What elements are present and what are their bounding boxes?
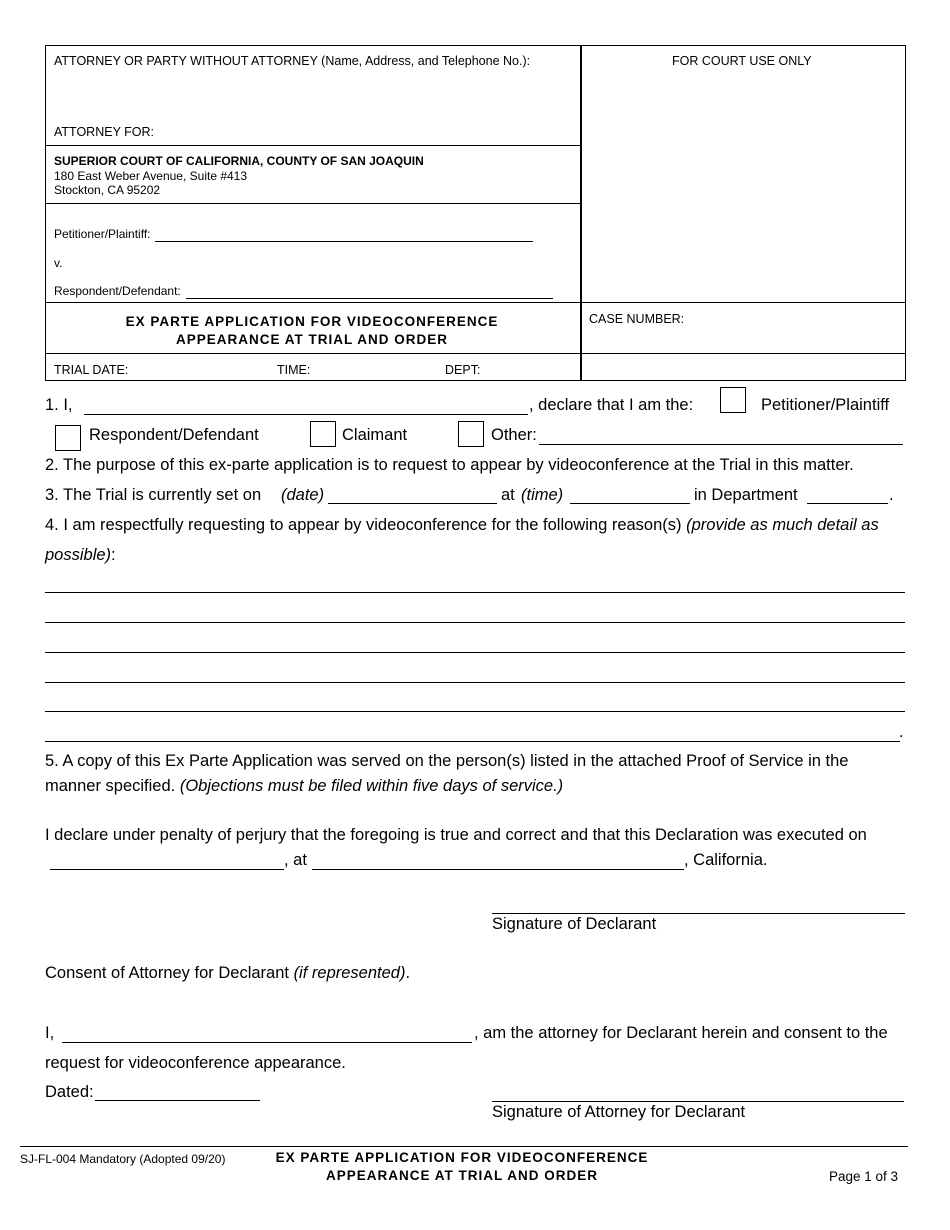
consent-heading — [45, 964, 410, 983]
item5-line2-text: manner specified. — [45, 777, 176, 795]
consent-dated-label: Dated: — [45, 1083, 94, 1101]
attorney-name-field[interactable] — [62, 1042, 472, 1043]
case-number-label: CASE NUMBER: — [589, 312, 685, 326]
respondent-field[interactable] — [186, 298, 553, 299]
footer-form-id: SJ-FL-004 Mandatory (Adopted 09/20) — [20, 1152, 226, 1166]
reason-line-3[interactable] — [45, 652, 905, 653]
court-use-frame — [580, 45, 906, 381]
divider-court — [45, 145, 582, 146]
form-title-line1: EX PARTE APPLICATION FOR VIDEOCONFERENCE — [125, 314, 499, 329]
reason-line-2[interactable] — [45, 622, 905, 623]
declaration-line1: I declare under penalty of perjury that the foregoing is true and correct and that this Declaration was executed on — [45, 826, 867, 844]
reason-line-6[interactable] — [45, 741, 900, 742]
reason-line-5[interactable] — [45, 711, 905, 712]
declaration-date-field[interactable] — [50, 869, 284, 870]
time-label: TIME: — [277, 363, 311, 377]
reason-line-1[interactable] — [45, 592, 905, 593]
declaration-at: , at — [284, 851, 307, 869]
other-field[interactable] — [539, 444, 903, 445]
petitioner-label: Petitioner/Plaintiff: — [54, 227, 151, 241]
item3-date-label: (date) — [281, 486, 325, 504]
declaration-place-field[interactable] — [312, 869, 684, 870]
dept-label: DEPT: — [445, 363, 481, 377]
signature-declarant-label: Signature of Declarant — [492, 915, 657, 933]
reason-line-4[interactable] — [45, 682, 905, 683]
respondent-label: Respondent/Defendant: — [54, 284, 181, 298]
item5-line1: 5. A copy of this Ex Parte Application was served on the person(s) listed in the attached Proof of Service in the — [45, 752, 849, 770]
item4-italic-b: possible) — [45, 546, 112, 564]
consent-dated-field[interactable] — [95, 1100, 260, 1101]
trial-date-field[interactable] — [328, 503, 497, 504]
right-bottom-divider — [580, 353, 906, 354]
consent-text: Consent of Attorney for Declarant — [45, 964, 289, 982]
declarant-name-field[interactable] — [84, 414, 528, 415]
opt-petitioner-label: Petitioner/Plaintiff — [761, 396, 890, 414]
item4-italic-a: (provide as much detail as — [686, 516, 879, 534]
case-number-divider — [580, 302, 906, 303]
declarant-signature-field[interactable] — [492, 913, 905, 914]
consent-italic: (if represented) — [293, 964, 406, 982]
declaration-california: , California. — [684, 851, 768, 869]
item4-colon: : — [111, 546, 116, 564]
divider-title — [45, 302, 582, 303]
opt-other-label: Other: — [491, 426, 537, 444]
consent-i-prefix: I, — [45, 1024, 55, 1042]
footer-divider — [20, 1146, 908, 1147]
footer-page-number: Page 1 of 3 — [829, 1169, 899, 1184]
trial-date-label: TRIAL DATE: — [54, 363, 129, 377]
opt-respondent-label: Respondent/Defendant — [89, 426, 259, 444]
item4-line2 — [45, 546, 116, 565]
consent-end: . — [405, 964, 411, 982]
claimant-checkbox[interactable] — [310, 421, 336, 447]
item5-line2-italic: (Objections must be filed within five days of service.) — [179, 777, 564, 795]
trial-time-field[interactable] — [570, 503, 690, 504]
item1-prefix: 1. I, — [45, 396, 73, 414]
item4-end-period: . — [899, 723, 904, 741]
attorney-for-label: ATTORNEY FOR: — [54, 125, 155, 139]
other-checkbox[interactable] — [458, 421, 484, 447]
attorney-party-label: ATTORNEY OR PARTY WITHOUT ATTORNEY (Name, Address, and Telephone No.): — [54, 54, 531, 68]
court-use-label: FOR COURT USE ONLY — [672, 54, 812, 68]
versus-label: v. — [54, 256, 63, 270]
opt-claimant-label: Claimant — [342, 426, 408, 444]
attorney-signature-field[interactable] — [492, 1101, 904, 1102]
item5-line2 — [45, 777, 563, 796]
signature-attorney-label: Signature of Attorney for Declarant — [492, 1103, 746, 1121]
court-name: SUPERIOR COURT OF CALIFORNIA, COUNTY OF SAN JOAQUIN — [54, 154, 424, 168]
footer-title-line2: APPEARANCE AT TRIAL AND ORDER — [325, 1168, 598, 1183]
item2-text: 2. The purpose of this ex-parte application is to request to appear by videoconference at the Trial in this matter. — [45, 456, 854, 474]
left-caption-frame — [45, 45, 582, 381]
petitioner-field[interactable] — [155, 241, 533, 242]
item3-time-label: (time) — [521, 486, 564, 504]
department-field[interactable] — [807, 503, 888, 504]
footer-title-line1: EX PARTE APPLICATION FOR VIDEOCONFERENCE — [275, 1150, 649, 1165]
item3-prefix: 3. The Trial is currently set on — [45, 486, 262, 504]
court-address-line1: 180 East Weber Avenue, Suite #413 — [54, 169, 248, 183]
item3-in-dept: in Department — [694, 486, 798, 504]
petitioner-checkbox[interactable] — [720, 387, 746, 413]
divider-trial — [45, 353, 582, 354]
item4-main: 4. I am respectfully requesting to appear by videoconference for the following reason(s) — [45, 516, 682, 534]
item4-text — [45, 516, 879, 535]
item3-end: . — [889, 486, 894, 504]
consent-am-attorney: , am the attorney for Declarant herein and consent to the — [474, 1024, 888, 1042]
consent-line2: request for videoconference appearance. — [45, 1054, 346, 1072]
court-address-line2: Stockton, CA 95202 — [54, 183, 161, 197]
item1-declare: , declare that I am the: — [529, 396, 694, 414]
respondent-checkbox[interactable] — [55, 425, 81, 451]
form-title-line2: APPEARANCE AT TRIAL AND ORDER — [175, 332, 448, 347]
item3-at: at — [501, 486, 515, 504]
divider-parties — [45, 203, 582, 204]
